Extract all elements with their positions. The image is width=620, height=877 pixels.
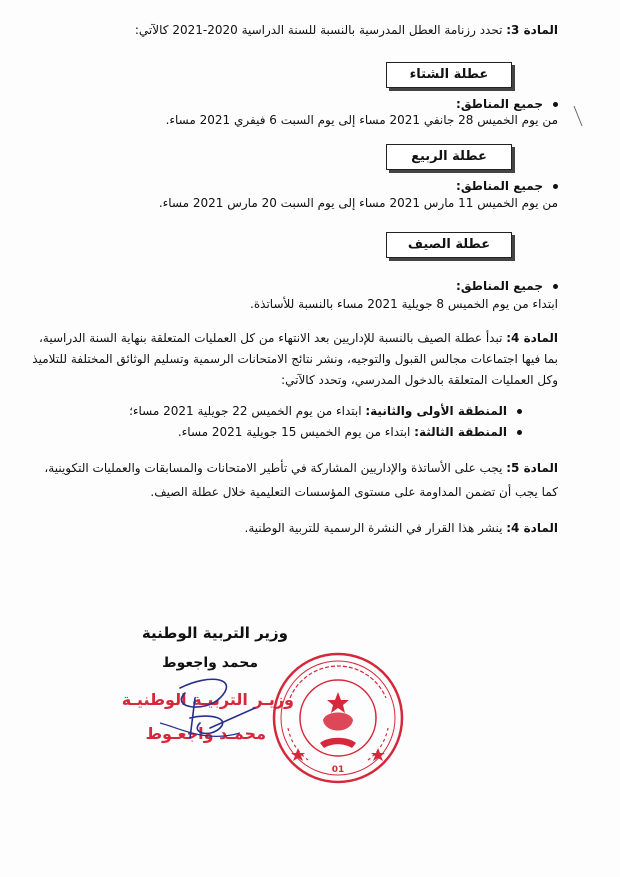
spring-zones: جميع المناطق: bbox=[456, 178, 558, 194]
summer-holiday-heading: عطلة الصيف bbox=[386, 232, 512, 258]
minister-name: محمد واجعوط bbox=[162, 655, 258, 671]
article-5-line-1: المادة 5: يجب على الأساتذة والإداريين المشاركة في تأطير الامتحانات والمسابقات والعمليات التكوينية، bbox=[44, 461, 558, 475]
article-3-text: تحدد رزنامة العطل المدرسية بالنسبة للسنة الدراسية 2020-2021 كالآتي: bbox=[134, 23, 507, 37]
winter-holiday-heading: عطلة الشتاء bbox=[386, 62, 512, 88]
zone-3-item: المنطقة الثالثة: ابتداء من يوم الخميس 15 جويلية 2021 مساء. bbox=[178, 424, 522, 440]
article-5-line-2: كما يجب أن تضمن المداومة على مستوى المؤسسات التعليمية خلال عطلة الصيف. bbox=[150, 485, 558, 499]
article-4b-label: المادة 4: bbox=[506, 521, 558, 535]
margin-mark bbox=[570, 102, 590, 132]
article-4-line-1: المادة 4: تبدأ عطلة الصيف بالنسبة للإداريين بعد الانتهاء من كل العمليات المتعلقة بنهاية السنة الدراسية، bbox=[39, 331, 558, 345]
spring-period: من يوم الخميس 11 مارس 2021 مساء إلى يوم السبت 20 مارس 2021 مساء. bbox=[158, 196, 558, 210]
article-4-line-3: وكل العمليات المتعلقة بالدخول المدرسي، وتحدد كالآتي: bbox=[281, 373, 558, 387]
winter-period: من يوم الخميس 28 جانفي 2021 مساء إلى يوم السبت 6 فيفري 2021 مساء. bbox=[165, 113, 558, 127]
red-title-stamp: وزيـر التربيـة الوطنيـة bbox=[121, 690, 294, 709]
article-3 bbox=[135, 22, 558, 38]
spring-holiday-heading: عطلة الربيع bbox=[386, 144, 512, 170]
article-4b: المادة 4: ينشر هذا القرار في النشرة الرسمية للتربية الوطنية. bbox=[244, 521, 558, 535]
red-name-stamp: محمـد واجعـوط bbox=[145, 724, 266, 743]
article-4-label: المادة 4: bbox=[506, 331, 558, 345]
minister-title: وزير التربية الوطنية bbox=[141, 624, 288, 642]
zone-1-2-item: المنطقة الأولى والثانية: ابتداء من يوم الخميس 22 جويلية 2021 مساء؛ bbox=[129, 403, 522, 419]
winter-zones: جميع المناطق: bbox=[456, 96, 558, 112]
summer-period: ابتداء من يوم الخميس 8 جويلية 2021 مساء بالنسبة للأساتذة. bbox=[250, 297, 558, 311]
article-3-label: المادة 3: bbox=[506, 23, 558, 37]
article-5-label: المادة 5: bbox=[506, 461, 558, 475]
summer-zones: جميع المناطق: bbox=[456, 278, 558, 294]
article-4-line-2: بما فيها اجتماعات مجالس القبول والتوجيه، ونشر نتائج الامتحانات الرسمية وتسليم الوثائق المختلفة للتلاميذ bbox=[32, 352, 558, 366]
official-seal bbox=[268, 648, 408, 788]
seal-number: 01 bbox=[331, 765, 345, 775]
handwritten-signature bbox=[150, 668, 270, 758]
